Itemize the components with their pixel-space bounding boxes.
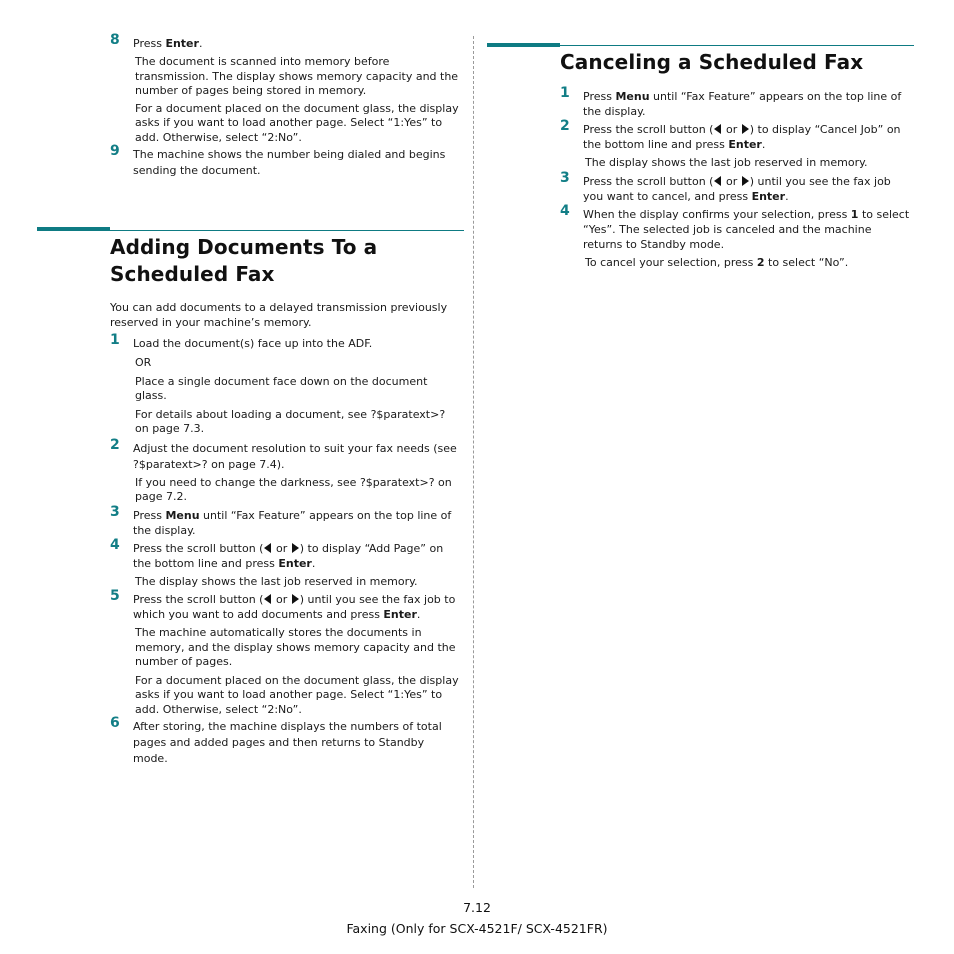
step-note: Place a single document face down on the document glass. [135, 374, 428, 402]
step-note: The machine automatically stores the documents in memory, and the display shows memory capacity and the number of pages. [135, 626, 456, 668]
step-number: 1 [560, 85, 570, 101]
step-note: For a document placed on the document glass, the display asks if you want to load another page. Select “1:Yes” to add. Otherwise, select “2:No”. [135, 673, 459, 716]
step-number: 9 [110, 143, 120, 159]
step-5: 5 Press the scroll button ( or ) until you see the fax job to which you want to add documents and press Enter. [110, 588, 456, 621]
page-number: 7.12 [463, 900, 491, 915]
section-rule [487, 45, 914, 46]
step-number: 4 [110, 536, 120, 553]
step-3: 3 Press Menu until “Fax Feature” appears on the top line of the display. [110, 503, 452, 537]
right-arrow-icon [742, 176, 749, 186]
step-note: If you need to change the darkness, see ?$paratext>? on page 7.2. [135, 475, 452, 503]
chapter-footer: Faxing (Only for SCX-4521F/ SCX-4521FR) [346, 921, 608, 936]
step-number: 5 [110, 588, 120, 604]
step-note: For a document placed on the document glass, the display asks if you want to load another page. Select “1:Yes” to add. Otherwise, select “2:No”. [135, 101, 459, 144]
step-note: To cancel your selection, press 2 to select “No”. [585, 255, 849, 269]
step-3: 3 Press the scroll button ( or ) until you see the fax job you want to cancel, and press Enter. [560, 169, 891, 203]
step-4: 4 When the display confirms your selection, press 1 to select “Yes”. The selected job is canceled and the machine returns to Standby mode. [560, 202, 910, 251]
step-number: 6 [110, 715, 120, 731]
section-title: Canceling a Scheduled Fax [560, 50, 864, 74]
left-column [110, 32, 462, 179]
step-number: 1 [110, 332, 120, 348]
right-arrow-icon [742, 124, 749, 134]
step-1: 1 Load the document(s) face up into the ADF. [110, 332, 373, 350]
left-arrow-icon [264, 594, 271, 604]
step-2: 2 Press the scroll button ( or ) to display “Cancel Job” on the bottom line and press Enter. [560, 118, 901, 151]
step-note: The display shows the last job reserved in memory. [135, 574, 418, 588]
step-6: 6 After storing, the machine displays the numbers of total pages and added pages and then returns to Standby mode. [110, 715, 442, 765]
canceling-section [560, 49, 914, 270]
step-note: For details about loading a document, see ?$paratext>? on page 7.3. [135, 407, 446, 435]
step-note: OR [135, 356, 152, 369]
step-number: 3 [110, 503, 120, 520]
column-divider [473, 36, 474, 888]
step-9: 9 The machine shows the number being dialed and begins sending the document. [110, 143, 446, 177]
left-arrow-icon [714, 176, 721, 186]
step-1: 1 Press Menu until “Fax Feature” appears on the top line of the display. [560, 85, 902, 118]
section-intro: You can add documents to a delayed transmission previously reserved in your machine’s memory. [110, 301, 448, 329]
right-arrow-icon [292, 594, 299, 604]
step-note: The display shows the last job reserved in memory. [585, 156, 868, 169]
step-number: 2 [110, 436, 120, 453]
step-note: The document is scanned into memory before transmission. The display shows memory capacity and the number of pages being stored in memory. [135, 55, 459, 97]
step-8: 8 Press Enter. [110, 32, 203, 50]
section-title: Adding Documents To a Scheduled Fax [110, 235, 378, 286]
step-number: 3 [560, 169, 570, 186]
left-arrow-icon [264, 543, 271, 553]
step-2: 2 Adjust the document resolution to suit your fax needs (see ?$paratext>? on page 7.4). [110, 436, 457, 471]
right-arrow-icon [292, 543, 299, 553]
step-number: 8 [110, 32, 120, 48]
section-rule [37, 230, 464, 231]
left-arrow-icon [714, 124, 721, 134]
step-number: 2 [560, 118, 570, 134]
adding-documents-section [110, 234, 462, 767]
step-number: 4 [560, 202, 570, 219]
step-4: 4 Press the scroll button ( or ) to display “Add Page” on the bottom line and press Enter. [110, 536, 444, 570]
